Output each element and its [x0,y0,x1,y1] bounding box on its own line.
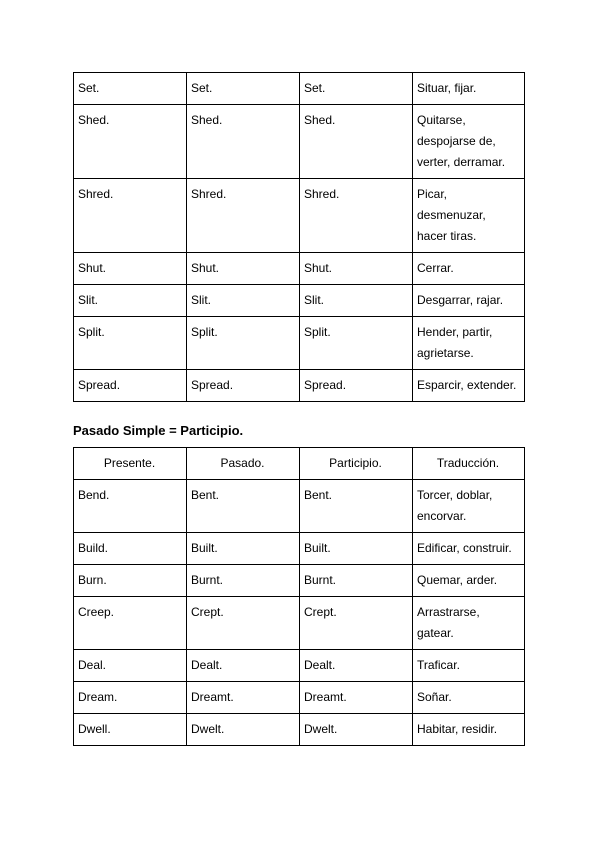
cell-past: Crept. [187,597,300,650]
cell-present: Burn. [74,565,187,597]
cell-participle: Shred. [300,179,413,253]
cell-translation: Traficar. [413,650,525,682]
table-row [74,714,525,746]
cell-past: Shred. [187,179,300,253]
cell-present: Creep. [74,597,187,650]
cell-translation: Cerrar. [413,253,525,285]
cell-translation: Hender, partir, agrietarse. [413,317,525,370]
cell-present: Split. [74,317,187,370]
section-heading: Pasado Simple = Participio. [73,423,244,438]
cell-participle: Shed. [300,105,413,179]
cell-present: Set. [74,73,187,105]
cell-past: Spread. [187,370,300,402]
cell-translation: Quemar, arder. [413,565,525,597]
cell-translation: Soñar. [413,682,525,714]
cell-participle: Bent. [300,480,413,533]
cell-past: Built. [187,533,300,565]
cell-participle: Set. [300,73,413,105]
cell-participle: Crept. [300,597,413,650]
cell-past: Set. [187,73,300,105]
cell-translation: Desgarrar, rajar. [413,285,525,317]
cell-present: Dwell. [74,714,187,746]
cell-translation: Picar, desmenuzar, hacer tiras. [413,179,525,253]
cell-present: Bend. [74,480,187,533]
cell-past: Shed. [187,105,300,179]
cell-past: Dwelt. [187,714,300,746]
cell-present: Deal. [74,650,187,682]
cell-participle: Shut. [300,253,413,285]
cell-participle: Dwelt. [300,714,413,746]
cell-past: Split. [187,317,300,370]
cell-participle: Spread. [300,370,413,402]
verb-table-2 [73,447,525,746]
cell-present: Slit. [74,285,187,317]
cell-translation: Situar, fijar. [413,73,525,105]
cell-translation: Esparcir, extender. [413,370,525,402]
table-row [74,533,525,565]
cell-past: Bent. [187,480,300,533]
table-header-row [74,448,525,480]
table-row [74,480,525,533]
cell-present: Shed. [74,105,187,179]
verb-table-1 [73,72,525,402]
cell-present: Shut. [74,253,187,285]
cell-translation: Habitar, residir. [413,714,525,746]
table-row [74,105,525,179]
table-row [74,253,525,285]
cell-participle: Dealt. [300,650,413,682]
cell-past: Dreamt. [187,682,300,714]
table-row [74,597,525,650]
table-row [74,179,525,253]
table-row [74,682,525,714]
header-past: Pasado. [187,448,300,480]
cell-translation: Torcer, doblar, encorvar. [413,480,525,533]
table-row [74,73,525,105]
cell-past: Slit. [187,285,300,317]
header-present: Presente. [74,448,187,480]
table-row [74,565,525,597]
cell-participle: Split. [300,317,413,370]
cell-past: Burnt. [187,565,300,597]
cell-translation: Quitarse, despojarse de, verter, derramar. [413,105,525,179]
cell-translation: Edificar, construir. [413,533,525,565]
cell-present: Spread. [74,370,187,402]
cell-participle: Slit. [300,285,413,317]
table-row [74,317,525,370]
cell-past: Shut. [187,253,300,285]
cell-present: Dream. [74,682,187,714]
cell-present: Shred. [74,179,187,253]
cell-past: Dealt. [187,650,300,682]
header-participle: Participio. [300,448,413,480]
cell-translation: Arrastrarse, gatear. [413,597,525,650]
table-row [74,370,525,402]
cell-present: Build. [74,533,187,565]
cell-participle: Dreamt. [300,682,413,714]
header-translation: Traducción. [413,448,525,480]
table-row [74,650,525,682]
table-row [74,285,525,317]
cell-participle: Built. [300,533,413,565]
cell-participle: Burnt. [300,565,413,597]
